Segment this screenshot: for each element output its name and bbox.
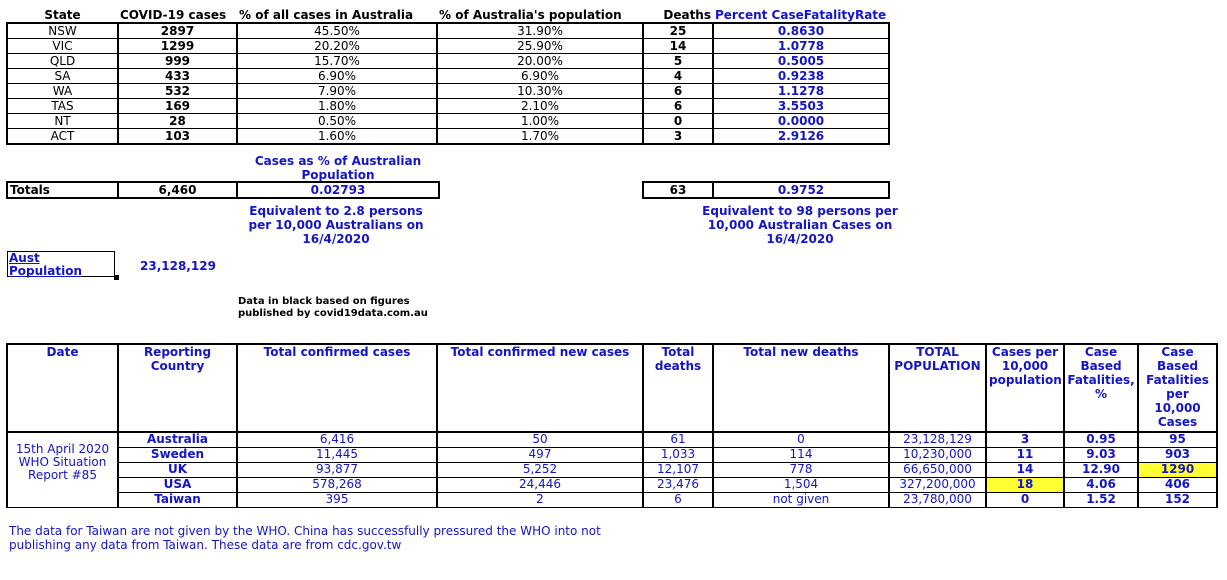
state-name: TAS: [7, 99, 118, 114]
data-source-note: Data in black based on figures published by covid19data.com.au: [238, 296, 428, 319]
state-pct-population: 2.10%: [437, 99, 643, 114]
new-cases: 5,252: [437, 463, 643, 478]
state-cfr: 0.5005: [713, 54, 889, 69]
total-cases: 395: [237, 493, 437, 508]
state-pct-cases: 1.80%: [237, 99, 437, 114]
state-deaths: 3: [643, 129, 713, 145]
country-name: USA: [118, 478, 237, 493]
header-total-cases: Total confirmed cases: [237, 344, 437, 432]
table-row: [7, 129, 889, 145]
total-population: 66,650,000: [889, 463, 986, 478]
state-name: WA: [7, 84, 118, 99]
state-pct-population: 25.90%: [437, 39, 643, 54]
header-pct-population: % of Australia's population: [439, 8, 622, 22]
table-row: [7, 432, 1217, 448]
fatality-pct: 4.06: [1064, 478, 1138, 493]
state-name: QLD: [7, 54, 118, 69]
who-table-header: [7, 344, 1217, 432]
state-cfr: 0.8630: [713, 23, 889, 39]
state-deaths: 6: [643, 99, 713, 114]
state-deaths: 5: [643, 54, 713, 69]
state-cases: 532: [118, 84, 237, 99]
cell-handle-icon: [114, 275, 119, 280]
fatality-per-10k: 152: [1138, 493, 1217, 508]
header-state: State: [44, 8, 81, 22]
totals-deaths-table: [642, 181, 890, 199]
cases-per-10k: 0: [986, 493, 1064, 508]
state-pct-cases: 20.20%: [237, 39, 437, 54]
state-deaths: 25: [643, 23, 713, 39]
table-row: [7, 84, 889, 99]
new-cases: 50: [437, 432, 643, 448]
header-date: Date: [7, 344, 118, 432]
cases-pct-label: Cases as % of Australian Population: [254, 154, 422, 182]
total-cases: 6,416: [237, 432, 437, 448]
state-cases: 2897: [118, 23, 237, 39]
total-deaths: 61: [643, 432, 713, 448]
total-cases: 93,877: [237, 463, 437, 478]
header-fatality-per-10k: Case Based Fatalities per 10,000 Cases: [1138, 344, 1217, 432]
country-name: Sweden: [118, 448, 237, 463]
state-cfr: 1.0778: [713, 39, 889, 54]
table-row: [7, 99, 889, 114]
fatality-per-10k: 903: [1138, 448, 1217, 463]
cases-per-10k: 3: [986, 432, 1064, 448]
total-population: 23,780,000: [889, 493, 986, 508]
fatality-per-10k-highlight: 1290: [1138, 463, 1217, 478]
header-pct-cases: % of all cases in Australia: [239, 8, 414, 22]
state-table: [6, 8, 890, 145]
state-cfr: 3.5503: [713, 99, 889, 114]
new-deaths: 1,504: [713, 478, 889, 493]
cases-per-10k: 14: [986, 463, 1064, 478]
new-deaths: 114: [713, 448, 889, 463]
state-pct-population: 1.70%: [437, 129, 643, 145]
totals-cfr: 0.9752: [713, 182, 889, 198]
header-total-population: TOTAL POPULATION: [889, 344, 986, 432]
aust-population-label: Aust Population: [7, 251, 115, 277]
totals-cases-pct: 0.02793: [237, 182, 439, 198]
state-deaths: 0: [643, 114, 713, 129]
table-row: [7, 463, 1217, 478]
state-pct-population: 1.00%: [437, 114, 643, 129]
total-deaths: 12,107: [643, 463, 713, 478]
state-cases: 999: [118, 54, 237, 69]
state-cases: 1299: [118, 39, 237, 54]
total-deaths: 6: [643, 493, 713, 508]
table-row: [7, 114, 889, 129]
total-population: 327,200,000: [889, 478, 986, 493]
state-name: SA: [7, 69, 118, 84]
country-name: Australia: [118, 432, 237, 448]
new-cases: 497: [437, 448, 643, 463]
total-deaths: 23,476: [643, 478, 713, 493]
table-row: [7, 69, 889, 84]
header-fatality-pct: Case Based Fatalities, %: [1064, 344, 1138, 432]
state-pct-population: 6.90%: [437, 69, 643, 84]
totals-deaths: 63: [643, 182, 713, 198]
new-cases: 2: [437, 493, 643, 508]
new-deaths: 0: [713, 432, 889, 448]
state-cases: 433: [118, 69, 237, 84]
state-pct-population: 20.00%: [437, 54, 643, 69]
state-name: VIC: [7, 39, 118, 54]
fatality-pct: 0.95: [1064, 432, 1138, 448]
cases-per-10k: 11: [986, 448, 1064, 463]
table-row: [7, 448, 1217, 463]
state-cfr: 0.0000: [713, 114, 889, 129]
total-population: 10,230,000: [889, 448, 986, 463]
cases-per-10k-highlight: 18: [986, 478, 1064, 493]
state-cfr: 2.9126: [713, 129, 889, 145]
equiv-deaths-note: Equivalent to 98 persons per 10,000 Australian Cases on 16/4/2020: [702, 204, 898, 246]
state-cfr: 1.1278: [713, 84, 889, 99]
fatality-pct: 9.03: [1064, 448, 1138, 463]
table-row: [7, 493, 1217, 508]
header-cfr: Percent CaseFatalityRate: [715, 8, 887, 22]
header-new-cases: Total confirmed new cases: [437, 344, 643, 432]
footnote: The data for Taiwan are not given by the WHO. China has successfully pressured the WHO into not publishing any data from Taiwan. These data are from cdc.gov.tw: [9, 524, 601, 552]
state-deaths: 6: [643, 84, 713, 99]
totals-row: [643, 182, 889, 198]
state-cases: 169: [118, 99, 237, 114]
header-total-deaths: Total deaths: [643, 344, 713, 432]
total-deaths: 1,033: [643, 448, 713, 463]
state-pct-population: 10.30%: [437, 84, 643, 99]
state-pct-cases: 7.90%: [237, 84, 437, 99]
state-deaths: 4: [643, 69, 713, 84]
header-cases: COVID-19 cases: [120, 8, 227, 22]
equiv-cases-note: Equivalent to 2.8 persons per 10,000 Australians on 16/4/2020: [248, 204, 424, 246]
country-name: Taiwan: [118, 493, 237, 508]
new-deaths: not given: [713, 493, 889, 508]
header-deaths: Deaths: [663, 8, 711, 22]
state-table-header: [7, 8, 889, 23]
new-cases: 24,446: [437, 478, 643, 493]
state-pct-cases: 0.50%: [237, 114, 437, 129]
table-row: [7, 23, 889, 39]
state-cfr: 0.9238: [713, 69, 889, 84]
state-pct-cases: 15.70%: [237, 54, 437, 69]
report-date: 15th April 2020 WHO Situation Report #85: [7, 432, 118, 508]
state-name: NSW: [7, 23, 118, 39]
fatality-per-10k: 406: [1138, 478, 1217, 493]
header-cases-per-10k: Cases per 10,000 population: [986, 344, 1064, 432]
header-country: Reporting Country: [118, 344, 237, 432]
state-cases: 28: [118, 114, 237, 129]
state-pct-cases: 1.60%: [237, 129, 437, 145]
table-row: [7, 39, 889, 54]
totals-row: [7, 182, 439, 198]
country-name: UK: [118, 463, 237, 478]
state-pct-population: 31.90%: [437, 23, 643, 39]
total-cases: 578,268: [237, 478, 437, 493]
totals-cases-table: [6, 181, 440, 199]
state-deaths: 14: [643, 39, 713, 54]
state-cases: 103: [118, 129, 237, 145]
new-deaths: 778: [713, 463, 889, 478]
state-pct-cases: 45.50%: [237, 23, 437, 39]
total-cases: 11,445: [237, 448, 437, 463]
fatality-pct: 12.90: [1064, 463, 1138, 478]
fatality-per-10k: 95: [1138, 432, 1217, 448]
total-population: 23,128,129: [889, 432, 986, 448]
state-name: ACT: [7, 129, 118, 145]
state-pct-cases: 6.90%: [237, 69, 437, 84]
totals-label: Totals: [7, 182, 118, 198]
totals-cases: 6,460: [118, 182, 237, 198]
who-table: [6, 343, 1218, 508]
aust-population-value: 23,128,129: [140, 259, 216, 273]
table-row: [7, 478, 1217, 493]
state-name: NT: [7, 114, 118, 129]
table-row: [7, 54, 889, 69]
fatality-pct: 1.52: [1064, 493, 1138, 508]
header-new-deaths: Total new deaths: [713, 344, 889, 432]
